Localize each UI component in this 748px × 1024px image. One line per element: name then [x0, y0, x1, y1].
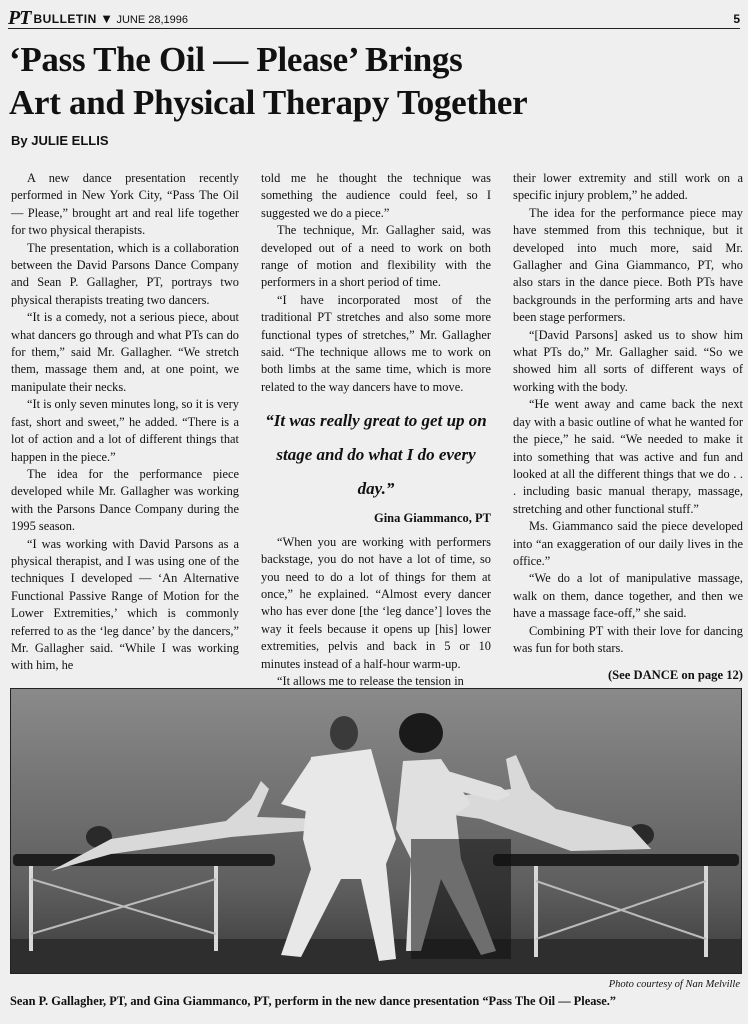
page-number: 5 [733, 12, 740, 26]
dance-scene-illustration [11, 689, 741, 973]
performance-photo [10, 688, 742, 974]
issue-date: JUNE 28,1996 [116, 14, 189, 26]
headline [9, 38, 729, 124]
headline-line-1: ‘Pass The Oil — Please’ Brings [9, 40, 463, 79]
paragraph: Ms. Giammanco said the piece developed into “an exaggeration of our daily lives in the office.” [513, 519, 743, 568]
continued-jump-line: (See DANCE on page 12) [607, 668, 743, 683]
paragraph: “It is a comedy, not a serious piece, about what dancers go through and what PTs can do for them,” said Mr. Gallagher. “We stretch them, massage them and, at one point, we manipulate their necks. [11, 310, 239, 394]
paragraph: “It is only seven minutes long, so it is very fast, short and sweet,” he added. “There is a lot of action and a lot of different things that happen in the piece.” [11, 397, 239, 464]
photo-caption: Sean P. Gallagher, PT, and Gina Giammanco, PT, perform in the new dance presentation “Pass The Oil — Please.” [10, 994, 617, 1008]
paragraph: told me he thought the technique was something the audience could feel, so I suggested we do a piece.” [261, 171, 491, 220]
pull-quote-attribution: Gina Giammanco, PT [373, 511, 491, 526]
paragraph: “When you are working with performers backstage, you do not have a lot of time, so you need to do a lot of things for them at once,” he explained. “Almost every dancer who has ever done [the ‘leg dance’] loves the way it feels because it opens up [his] lower extremities, pelvis and back in 5 or 10 minutes instead of a half-hour warm-up. [261, 534, 491, 671]
article-column-3 [513, 170, 743, 685]
paragraph: The idea for the performance piece may have stemmed from this technique, but it developed into much more, said Mr. Gallagher and Gina Giammanco, PT, who also stars in the dance piece. Both PTs have backgrounds in the performing arts and have been stage performers. [513, 205, 743, 325]
paragraph: their lower extremity and still work on a specific injury problem,” he added. [513, 171, 743, 203]
byline: By JULIE ELLIS [11, 133, 109, 148]
article-column-2 [261, 170, 491, 690]
paragraph: “He went away and came back the next day with a basic outline of what he wanted for the piece,” he said. “We needed to make it into something that was active and fun and looked at all the different things that we do . . . including basic manual therapy, massage, stretching and other functional stuff.” [513, 397, 743, 516]
pull-quote: “It was really great to get up on stage and do what I do every day.” [265, 411, 487, 499]
paragraph: The idea for the performance piece developed while Mr. Gallagher was working with the Parsons Dance Company during the 1995 season. [11, 466, 239, 534]
paragraph: “We do a lot of manipulative massage, walk on them, dance together, and then we have a massage face-off,” she said. [513, 571, 743, 621]
masthead [8, 6, 740, 29]
pt-logo: PT [8, 7, 31, 29]
paragraph: “I have incorporated most of the traditional PT stretches and also some more functional types of stretches,” Mr. Gallagher said. “The technique allows me to work on both limbs at the same time, which is more related to the way dancers have to move. [261, 292, 491, 394]
triangle-down-icon: ▼ [102, 14, 111, 25]
paragraph: “It allows me to release the tension in [277, 673, 464, 688]
paragraph: Combining PT with their love for dancing was fun for both stars. [513, 623, 743, 655]
article-column-1 [11, 170, 239, 675]
publication-name: BULLETIN [33, 12, 97, 26]
headline-line-2: Art and Physical Therapy Together [9, 83, 528, 122]
paragraph: The presentation, which is a collaboration between the David Parsons Dance Company and Sean P. Gallagher, PT, portrays two physical therapists treating two dancers. [11, 240, 239, 307]
paragraph: The technique, Mr. Gallagher said, was developed out of a need to work on both range of motion and flexibility with the performers in a short period of time. [261, 223, 491, 290]
paragraph: “[David Parsons] asked us to show him what PTs do,” Mr. Gallagher said. “So we showed him all sorts of different ways of working with the body. [513, 327, 743, 394]
photo-credit: Photo courtesy of Nan Melville [608, 979, 740, 990]
paragraph: “I was working with David Parsons as a physical therapist, and I was using one of the techniques I developed — ‘An Alternative Functional Passive Range of Motion for the Lower Extremities,’ which is commonly referred to as the ‘leg dance’ by the dancers,” Mr. Gallagher said. “While I was working with him, he [11, 536, 239, 673]
paragraph: A new dance presentation recently performed in New York City, “Pass The Oil — Please,” brought art and real life together for two physical therapists. [11, 171, 239, 238]
